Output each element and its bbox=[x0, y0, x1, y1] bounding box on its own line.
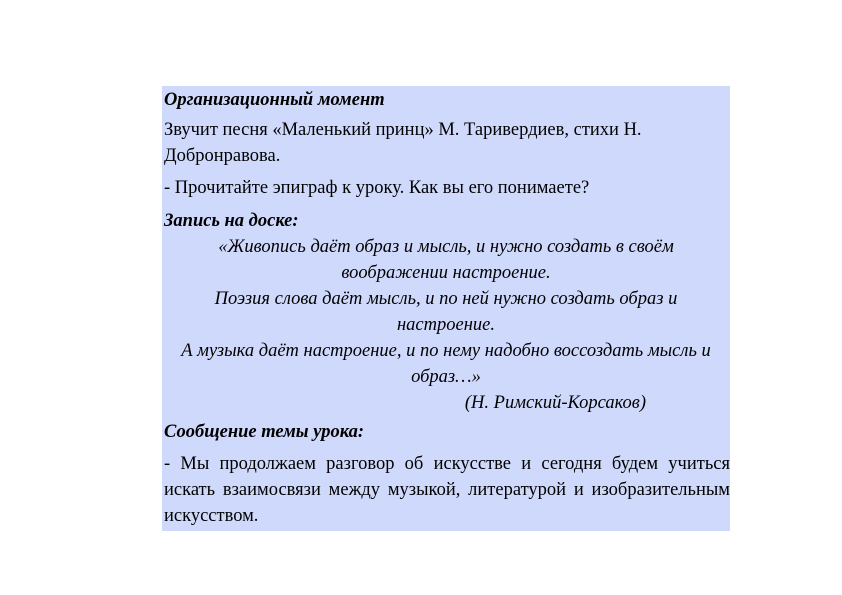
quote-painting: «Живопись даёт образ и мысль, и нужно создать в своём воображении настроение. bbox=[218, 237, 674, 283]
quote-poetry: Поэзия слова даёт мысль, и по ней нужно создать образ и настроение. bbox=[214, 289, 678, 335]
question-line: - Прочитайте эпиграф к уроку. Как вы его понимаете? bbox=[164, 178, 590, 198]
lesson-topic-heading: Сообщение темы урока: bbox=[164, 422, 365, 442]
quote-music: А музыка даёт настроение, и по нему надобно воссоздать мысль и образ…» bbox=[181, 341, 711, 387]
board-note-heading: Запись на доске: bbox=[164, 211, 299, 231]
epigraph-quote bbox=[162, 234, 730, 390]
lesson-text-block bbox=[162, 86, 730, 531]
org-moment-heading: Организационный момент bbox=[164, 90, 385, 110]
quote-author: (Н. Римский-Корсаков) bbox=[464, 393, 646, 413]
lesson-topic-text: - Мы продолжаем разговор об искусстве и сегодня будем учиться искать взаимосвязи между музыкой, литературой и изобразительным искусством. bbox=[164, 454, 730, 526]
song-line: Звучит песня «Маленький принц» М. Таривердиев, стихи Н. Добронравова. bbox=[164, 120, 642, 166]
